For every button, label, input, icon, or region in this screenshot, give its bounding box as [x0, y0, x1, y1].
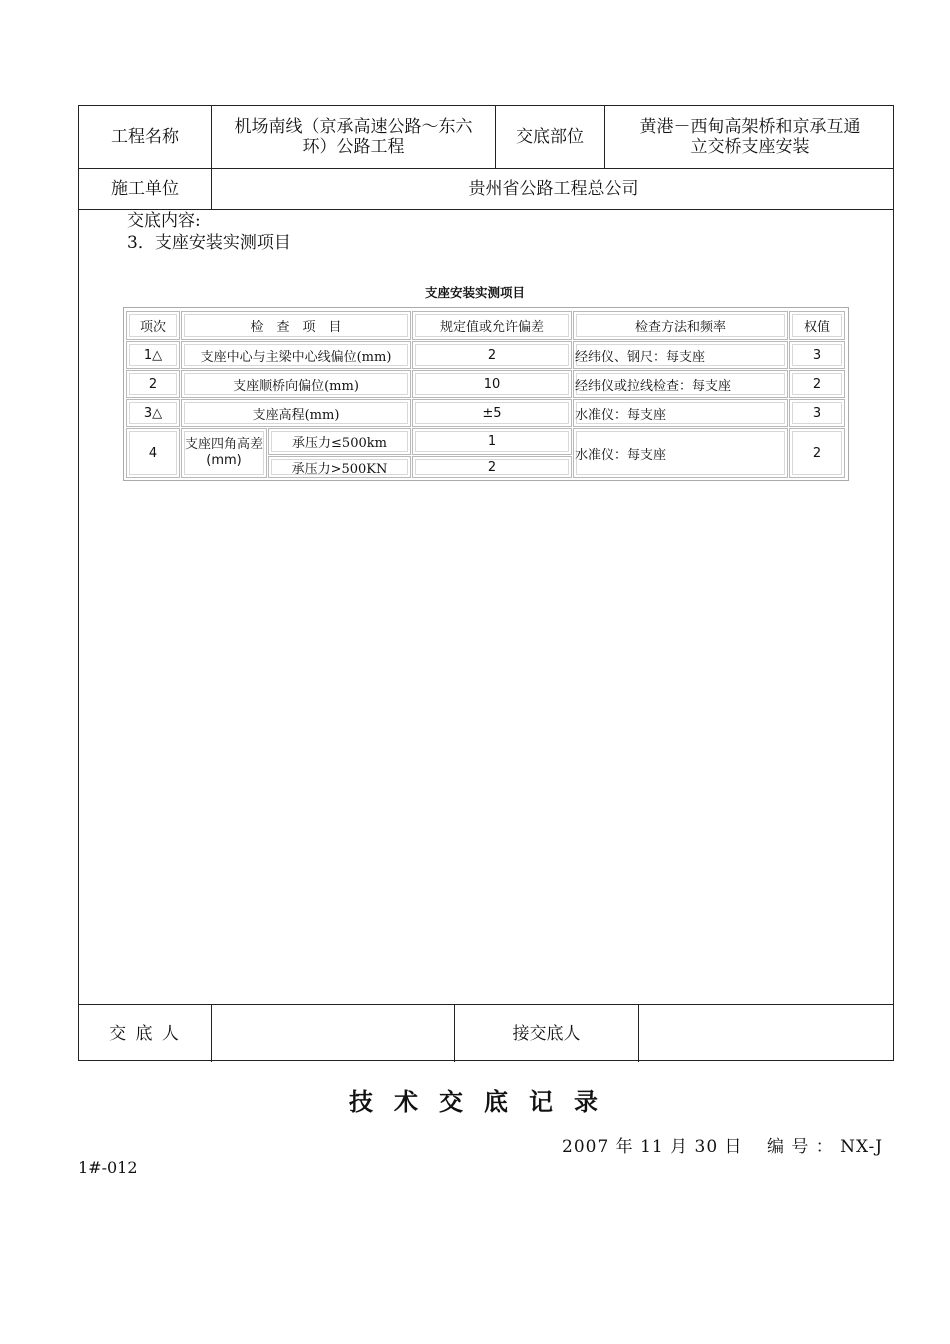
receiver-label: 接交底人 [512, 1023, 581, 1044]
row-subitem: 承压力≤500km [268, 428, 411, 455]
header-item-no: 项次 [126, 311, 180, 340]
row-no: 4 [126, 428, 180, 478]
inspection-table [123, 307, 849, 481]
row-item: 支座高程(mm) [181, 399, 411, 427]
project-name-value [212, 106, 495, 168]
row-tolerance: 2 [412, 456, 572, 478]
project-name-line1: 机场南线（京承高速公路～东六 [234, 117, 473, 137]
row-no: 1△ [126, 341, 180, 369]
row-method: 经纬仪或拉线检查：每支座 [573, 370, 788, 398]
row-item-line1: 支座四角高差 [184, 437, 263, 452]
receiver-signature [639, 1005, 895, 1062]
row-weight: 3 [789, 341, 845, 369]
row-method: 水准仪：每支座 [573, 428, 788, 478]
row-weight: 2 [789, 370, 845, 398]
row-weight: 3 [789, 399, 845, 427]
row-subitem: 承压力>500KN [268, 456, 411, 478]
content-section-heading: 3．支座安装实测项目 [127, 233, 291, 253]
row-weight: 2 [789, 428, 845, 478]
header-item: 检 查 项 目 [181, 311, 411, 340]
date-and-number: 2007 年 11 月 30 日 编 号 ： NX-J [562, 1137, 884, 1157]
row-tolerance: 10 [412, 370, 572, 398]
inspection-table-title: 支座安装实测项目 [424, 285, 525, 300]
header-tolerance: 规定值或允许偏差 [412, 311, 572, 340]
contractor-label: 施工单位 [111, 179, 179, 199]
row-tolerance: ±5 [412, 399, 572, 427]
contractor-value: 贵州省公路工程总公司 [468, 179, 639, 199]
content-label: 交底内容: [127, 211, 201, 231]
location-line2: 立交桥支座安装 [690, 137, 810, 157]
header-weight: 权值 [789, 311, 845, 340]
document-title: 技术交底记录 [349, 1088, 619, 1116]
row-tolerance: 2 [412, 341, 572, 369]
row-divider [79, 209, 893, 210]
disclosure-form [78, 105, 894, 1061]
location-line1: 黄港－西甸高架桥和京承互通 [639, 117, 861, 137]
discloser-signature [212, 1005, 454, 1062]
location-label: 交底部位 [516, 127, 584, 147]
row-no: 2 [126, 370, 180, 398]
header-method: 检查方法和频率 [573, 311, 788, 340]
location-value [605, 106, 895, 168]
row-method: 经纬仪、钢尺：每支座 [573, 341, 788, 369]
project-name-label: 工程名称 [111, 127, 179, 147]
row-method: 水准仪：每支座 [573, 399, 788, 427]
row-tolerance: 1 [412, 428, 572, 455]
document-number-tail: 1#-012 [78, 1158, 138, 1177]
project-name-line2: 环）公路工程 [302, 137, 405, 157]
row-item [181, 428, 267, 478]
row-no: 3△ [126, 399, 180, 427]
discloser-label: 交 底 人 [109, 1023, 181, 1044]
row-item-line2: (mm) [206, 453, 242, 468]
row-item: 支座顺桥向偏位(mm) [181, 370, 411, 398]
row-item: 支座中心与主梁中心线偏位(mm) [181, 341, 411, 369]
